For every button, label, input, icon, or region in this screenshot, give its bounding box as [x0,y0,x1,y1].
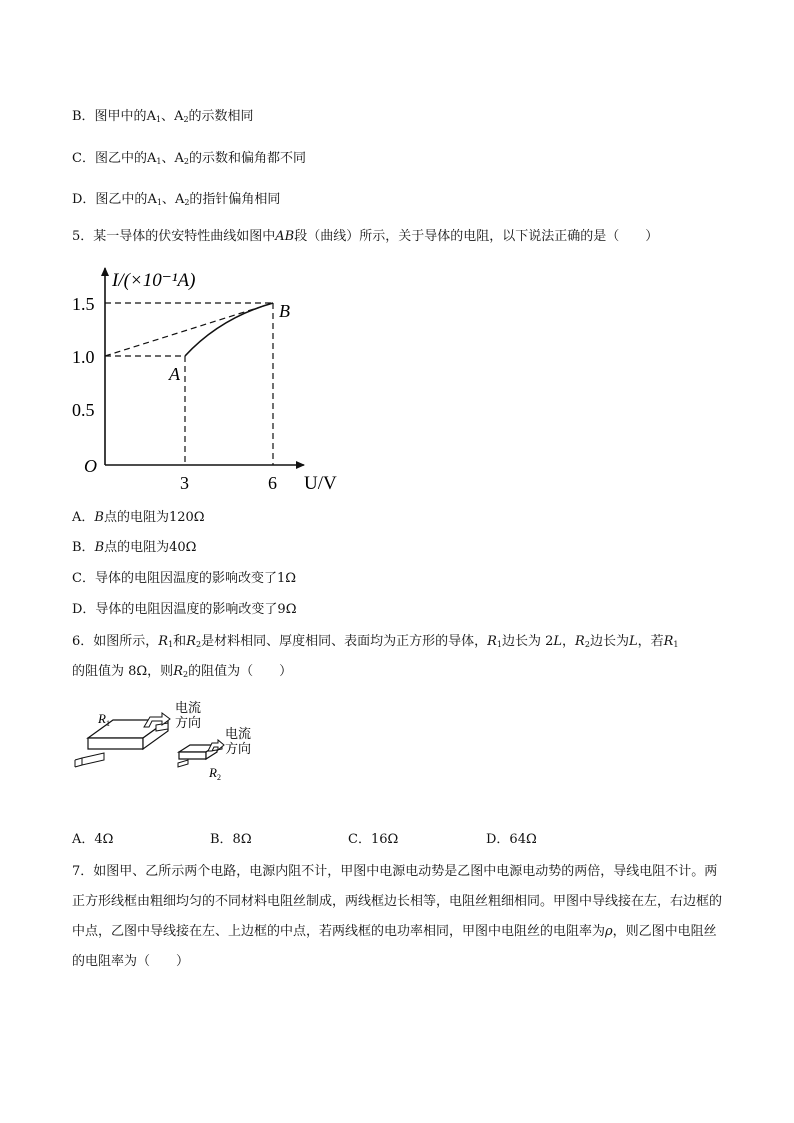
y-tick-1-5: 1.5 [72,294,95,314]
question-6-line1: 6．如图所示，$R_1$和$R_2$是材料相同、厚度相同、表面均为正方形的导体，$R_1$边长为 2L，$R_2$边长为L，若$R_1$ [72,634,679,649]
option-q5-d: D．导体的电阻因温度的影响改变了9Ω [72,602,297,617]
option-q6-c: C．16Ω [348,832,399,847]
option-q6-d: D．64Ω [486,832,537,847]
current-1-line2: 方向 [175,715,202,730]
option-q6-a: A．4Ω [72,832,114,847]
option-q5-a: A．B点的电阻为120Ω [72,510,205,525]
question-6-line2: 的阻值为 8Ω，则$R_2$的阻值为（ ） [72,664,293,679]
dash-chord [105,303,273,356]
option-q5-b: B．B点的电阻为40Ω [72,540,197,555]
r2-label: R [209,765,217,780]
current-2-line2: 方向 [225,741,252,756]
r2-label-sub: 2 [217,773,221,782]
question-7-stem: 7．如图甲、乙所示两个电路，电源内阻不计，甲图中电源电动势是乙图中电源电动势的两倍，导线电阻不计。两正方形线框由粗细均匀的不同材料电阻丝制成，两线框边长相等，电阻丝粗细相同。甲图中导线接在左，右边框的中点，乙图中导线接在左、上边框的中点，若两线框的电功率相同，甲图中电阻丝的电阻率为ρ，则乙图中电阻丝的电阻率为（ ） [72,864,723,969]
option-q4-b: B．图甲中的$A_1$、$A_2$的示数相同 [72,109,254,124]
r1-label: R [98,711,106,726]
option-q6-b: B．8Ω [210,832,252,847]
conductor-figure [72,697,272,787]
y-tick-1-0: 1.0 [72,347,95,367]
r1-label-sub: 1 [106,719,110,728]
option-q5-c: C．导体的电阻因温度的影响改变了1Ω [72,571,296,586]
current-2-line1: 电流 [225,726,252,741]
current-1-line1: 电流 [175,700,202,715]
x-tick-3: 3 [180,473,189,493]
point-a-label: A [169,364,180,384]
iv-graph [72,262,372,497]
option-q4-c: C．图乙中的$A_1$、$A_2$的示数和偏角都不同 [72,151,306,166]
y-axis-label: I/(×10⁻¹A) [112,270,196,291]
question-5-stem: 5．某一导体的伏安特性曲线如图中AB段（曲线）所示，关于导体的电阻，以下说法正确的是（ ） [72,229,659,244]
origin-label: O [84,456,97,476]
y-tick-0-5: 0.5 [72,400,95,420]
curve-ab [185,303,273,356]
option-q4-d: D．图乙中的$A_1$、$A_2$的指针偏角相同 [72,192,281,207]
x-axis-label: U/V [304,473,337,494]
point-b-label: B [279,301,290,321]
x-tick-6: 6 [268,473,277,493]
